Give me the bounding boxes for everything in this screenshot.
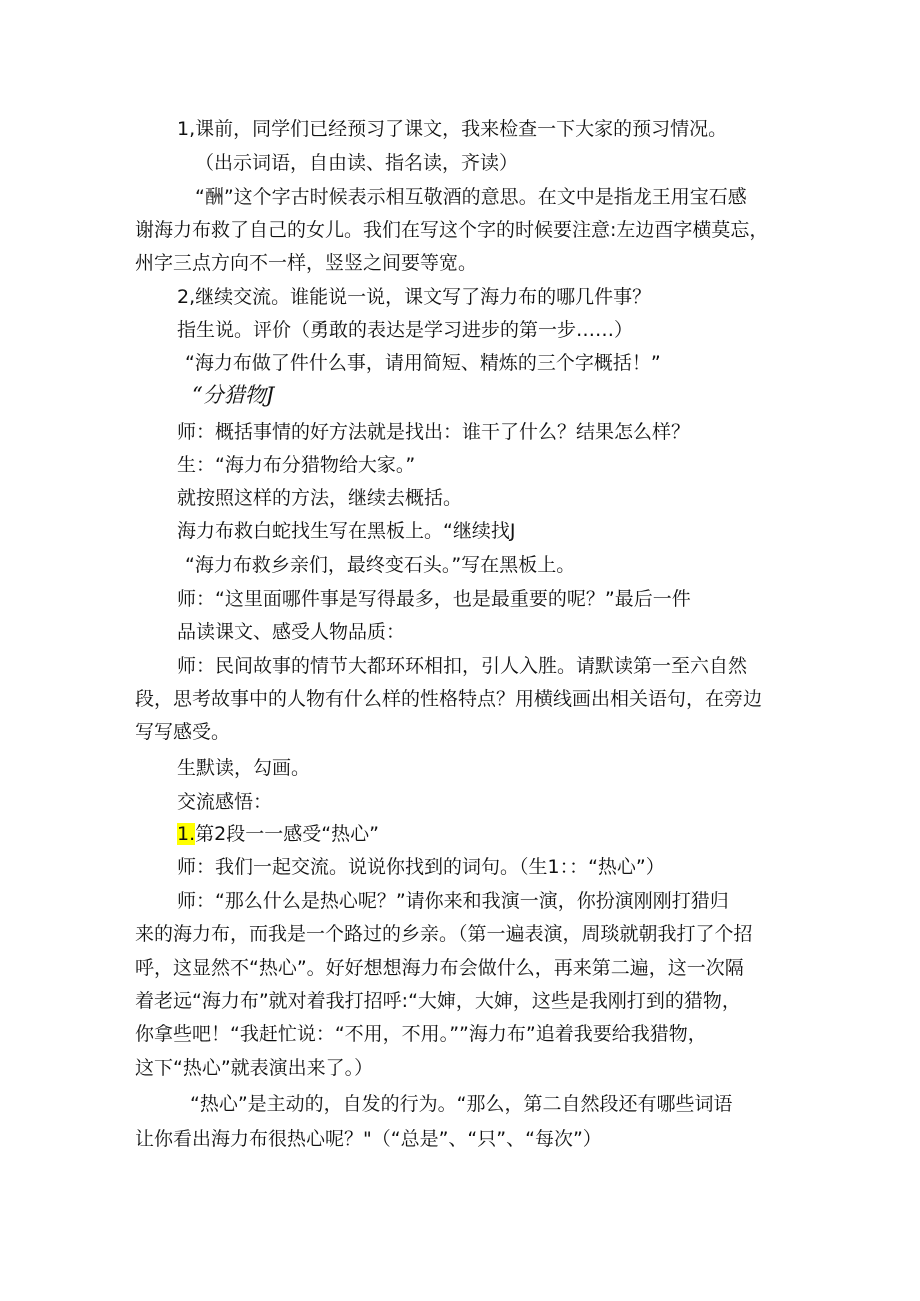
paragraph-line-6: 2,继续交流。谁能说一说，课文写了海力布的哪几件事？	[177, 286, 652, 308]
paragraph-line-24: 师：“那么什么是热心呢？”请你来和我演一演，你扮演刚刚打猎归	[177, 890, 729, 912]
paragraph-line-13: 海力布救白蛇找生写在黑板上。“继续找J	[177, 520, 516, 542]
paragraph-line-16: 品读课文、感受人物品质：	[177, 621, 406, 643]
paragraph-line-21: 交流感悟：	[177, 791, 273, 813]
paragraph-line-25: 来的海力布，而我是一个路过的乡亲。（第一遍表演，周琰就朝我打了个招	[135, 923, 753, 945]
paragraph-line-23: 师：我们一起交流。说说你找到的词句。（生1：：“热心”）	[177, 856, 665, 878]
paragraph-line-19: 写写感受。	[135, 721, 231, 743]
paragraph-line-17: 师：民间故事的情节大都环环相扣，引人入胜。请默读第一至六自然	[177, 655, 748, 677]
section-heading: 第2段一一感受“热心”	[195, 823, 379, 845]
paragraph-line-31: 让你看出海力布很热心呢？"（“总是”、“只”、“每次”）	[135, 1128, 602, 1150]
paragraph-line-12: 就按照这样的方法，继续去概括。	[177, 487, 463, 509]
paragraph-line-28: 你拿些吧！“我赶忙说：“不用，不用。””海力布”追着我要给我猎物，	[135, 1023, 707, 1045]
paragraph-line-22	[177, 822, 379, 846]
paragraph-line-7: 指生说。评价（勇敢的表达是学习进步的第一步……）	[177, 319, 634, 341]
paragraph-line-3: “酬”这个字古时候表示相互敬酒的意思。在文中是指龙王用宝石感	[195, 186, 747, 208]
paragraph-line-26: 呼，这显然不“热心”。好好想想海力布会做什么，再来第二遍，这一次隔	[135, 957, 744, 979]
paragraph-line-11: 生：“海力布分猎物给大家。”	[177, 454, 416, 476]
paragraph-line-14: “海力布救乡亲们，最终变石头。”写在黑板上。	[185, 554, 576, 576]
paragraph-line-1: 1,课前，同学们已经预习了课文，我来检查一下大家的预习情况。	[177, 118, 728, 140]
paragraph-line-8: “海力布做了件什么事，请用简短、精炼的三个字概括！”	[185, 352, 661, 374]
paragraph-line-2: （出示词语，自由读、指名读，齐读）	[195, 152, 519, 174]
paragraph-line-5: 州字三点方向不一样，竖竖之间要等宽。	[135, 252, 478, 274]
paragraph-line-4: 谢海力布救了自己的女儿。我们在写这个字的时候要注意:左边酉字横莫忘，	[135, 219, 769, 241]
paragraph-line-10: 师：概括事情的好方法就是找出：谁干了什么？结果怎么样？	[177, 421, 691, 443]
paragraph-line-27: 着老远“海力布”就对着我打招呼:“大婶，大婶，这些是我刚打到的猎物，	[135, 990, 741, 1012]
paragraph-line-30: “热心”是主动的，自发的行为。“那么，第二自然段还有哪些词语	[190, 1093, 733, 1115]
paragraph-line-20: 生默读，勾画。	[177, 757, 311, 779]
highlight-marker: 1.	[177, 823, 196, 845]
paragraph-line-29: 这下“热心”就表演出来了。）	[135, 1057, 374, 1079]
paragraph-line-9: “分猎物J	[192, 383, 275, 407]
paragraph-line-15: 师：“这里面哪件事是写得最多，也是最重要的呢？”最后一件	[177, 588, 691, 610]
paragraph-line-18: 段，思考故事中的人物有什么样的性格特点？用横线画出相关语句，在旁边	[135, 688, 763, 710]
